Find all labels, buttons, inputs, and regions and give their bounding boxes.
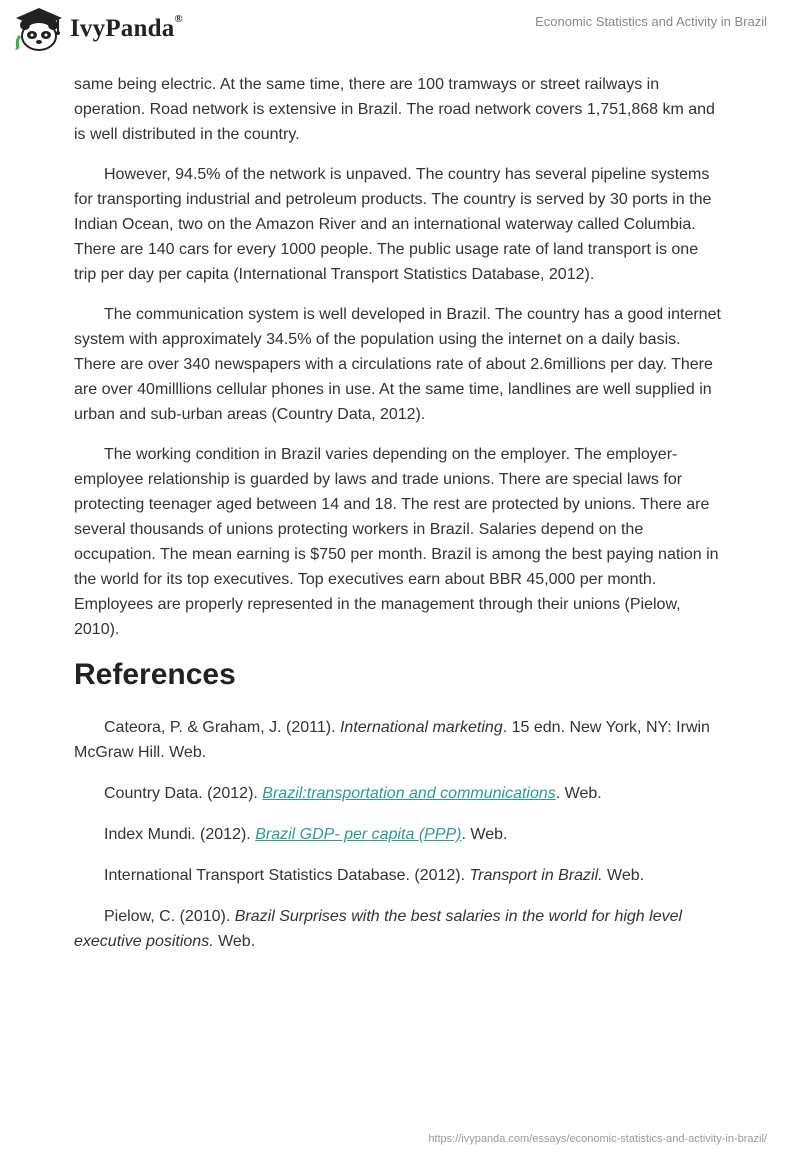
document-title: Economic Statistics and Activity in Brazil: [535, 14, 767, 29]
reference-link[interactable]: Brazil GDP- per capita (PPP): [255, 826, 462, 843]
reference-item: Index Mundi. (2012). Brazil GDP- per capita (PPP). Web.: [104, 826, 508, 843]
paragraph: same being electric. At the same time, there are 100 tramways or street railways in operation. Road network is extensive in Brazil. The road network covers 1,751,868 km and is well distributed in the country.: [74, 76, 715, 143]
essay-body: [74, 72, 722, 970]
reference-item: International Transport Statistics Database. (2012). Transport in Brazil. Web.: [104, 867, 645, 884]
references-heading: References: [74, 658, 236, 691]
paragraph: The working condition in Brazil varies depending on the employer. The employer-employee relationship is guarded by laws and trade unions. There are special laws for protecting teenager aged between 14 and 18. The rest are protected by unions. There are several thousands of unions protecting workers in Brazil. Salaries depend on the occupation. The mean earning is $750 per month. Brazil is among the best paying nation in the world for its top executives. Top executives earn about BBR 45,000 per month. Employees are properly represented in the management through their unions (Pielow, 2010).: [74, 446, 719, 638]
paragraph: However, 94.5% of the network is unpaved. The country has several pipeline systems for transporting industrial and petroleum products. The country is served by 30 ports in the Indian Ocean, two on the Amazon River and an international waterway called Columbia. There are 140 cars for every 1000 people. The public usage rate of land transport is one trip per day per capita (International Transport Statistics Database, 2012).: [74, 166, 712, 283]
reference-item: Pielow, C. (2010). Brazil Surprises with the best salaries in the world for high level executive positions. Web.: [74, 908, 683, 950]
paragraph: The communication system is well developed in Brazil. The country has a good internet system with approximately 34.5% of the population using the internet on a daily basis. There are over 340 newspapers with a circulations rate of about 2.6millions per day. There are over 40milllions cellular phones in use. At the same time, landlines are well supplied in urban and sub-urban areas (Country Data, 2012).: [74, 306, 721, 423]
brand-name: IvyPanda®: [70, 13, 183, 42]
reference-link[interactable]: Brazil:transportation and communications: [262, 785, 556, 802]
ivypanda-logo[interactable]: [14, 6, 183, 52]
panda-graduate-icon: [14, 6, 64, 52]
page-header: [0, 0, 800, 70]
source-url[interactable]: https://ivypanda.com/essays/economic-statistics-and-activity-in-brazil/: [428, 1133, 767, 1145]
reference-item: Country Data. (2012). Brazil:transportation and communications. Web.: [104, 785, 602, 802]
reference-item: Cateora, P. & Graham, J. (2011). International marketing. 15 edn. New York, NY: Irwin McGraw Hill. Web.: [74, 719, 710, 761]
